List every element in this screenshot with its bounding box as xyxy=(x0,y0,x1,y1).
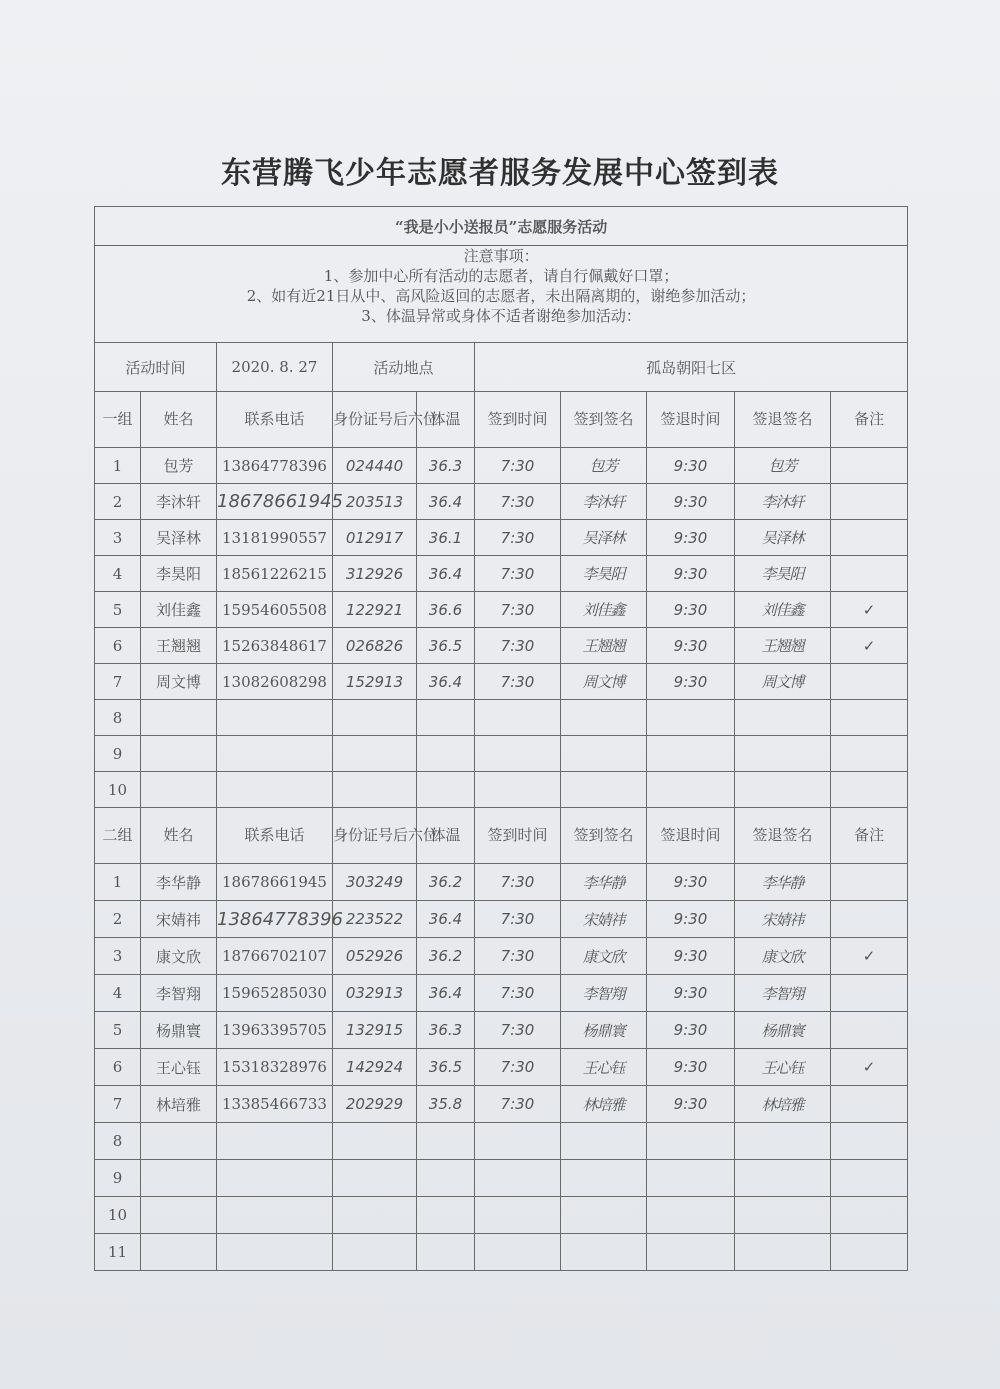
name-cell xyxy=(141,772,217,808)
remark-cell xyxy=(831,1197,908,1234)
sign-in-signature: 宋婧祎 xyxy=(561,901,647,938)
sign-out-time-cell xyxy=(647,772,735,808)
column-header-id: 身份证号后六位 xyxy=(333,808,417,864)
temperature-cell: 36.4 xyxy=(417,556,475,592)
column-header-out-time: 签退时间 xyxy=(647,392,735,448)
remark-cell: ✓ xyxy=(831,1049,908,1086)
sign-out-time-cell: 9:30 xyxy=(647,975,735,1012)
activity-subtitle: “我是小小送报员”志愿服务活动 xyxy=(95,207,908,246)
sign-in-signature: 包芳 xyxy=(561,448,647,484)
sign-out-signature: 李智翔 xyxy=(735,975,831,1012)
row-number: 1 xyxy=(95,864,141,901)
sign-out-time-cell: 9:30 xyxy=(647,556,735,592)
table-row xyxy=(95,1234,908,1271)
sign-out-time-cell xyxy=(647,1160,735,1197)
row-number: 8 xyxy=(95,1123,141,1160)
remark-cell: ✓ xyxy=(831,592,908,628)
phone-cell xyxy=(217,1160,333,1197)
activity-time-value: 2020. 8. 27 xyxy=(217,343,333,392)
id-last-six-cell: 024440 xyxy=(333,448,417,484)
id-last-six-cell: 312926 xyxy=(333,556,417,592)
sign-out-signature: 包芳 xyxy=(735,448,831,484)
sign-in-signature xyxy=(561,700,647,736)
row-number: 2 xyxy=(95,484,141,520)
sign-out-signature: 吴泽林 xyxy=(735,520,831,556)
remark-cell xyxy=(831,975,908,1012)
id-last-six-cell: 223522 xyxy=(333,901,417,938)
column-header-in-sign: 签到签名 xyxy=(561,808,647,864)
table-row xyxy=(95,664,908,700)
sign-in-time-cell: 7:30 xyxy=(475,901,561,938)
sign-out-signature xyxy=(735,772,831,808)
id-last-six-cell: 052926 xyxy=(333,938,417,975)
remark-cell xyxy=(831,1086,908,1123)
activity-place-value: 孤岛朝阳七区 xyxy=(475,343,908,392)
remark-cell xyxy=(831,448,908,484)
activity-time-label: 活动时间 xyxy=(95,343,217,392)
column-header-out-sign: 签退签名 xyxy=(735,392,831,448)
sign-in-signature xyxy=(561,1160,647,1197)
temperature-cell: 36.6 xyxy=(417,592,475,628)
sign-in-time-cell xyxy=(475,1123,561,1160)
table-row xyxy=(95,864,908,901)
sign-in-signature: 林培雅 xyxy=(561,1086,647,1123)
sign-in-signature: 李沐轩 xyxy=(561,484,647,520)
name-cell: 吴泽林 xyxy=(141,520,217,556)
sign-out-time-cell: 9:30 xyxy=(647,1086,735,1123)
sign-out-signature xyxy=(735,736,831,772)
column-header-phone: 联系电话 xyxy=(217,808,333,864)
table-row xyxy=(95,975,908,1012)
sign-in-signature: 李智翔 xyxy=(561,975,647,1012)
row-number: 4 xyxy=(95,556,141,592)
phone-cell: 13864778396 xyxy=(217,448,333,484)
remark-cell: ✓ xyxy=(831,628,908,664)
id-last-six-cell xyxy=(333,736,417,772)
sign-in-signature: 康文欣 xyxy=(561,938,647,975)
id-last-six-cell xyxy=(333,1123,417,1160)
remark-cell xyxy=(831,1012,908,1049)
phone-cell xyxy=(217,736,333,772)
sign-out-signature: 周文博 xyxy=(735,664,831,700)
phone-cell: 18678661945 xyxy=(217,484,333,520)
sign-out-time-cell xyxy=(647,1197,735,1234)
remark-cell xyxy=(831,901,908,938)
name-cell xyxy=(141,1234,217,1271)
sign-in-signature: 王翘翘 xyxy=(561,628,647,664)
table-row xyxy=(95,700,908,736)
sign-out-signature: 康文欣 xyxy=(735,938,831,975)
remark-cell xyxy=(831,736,908,772)
sign-out-signature xyxy=(735,700,831,736)
row-number: 10 xyxy=(95,772,141,808)
name-cell: 包芳 xyxy=(141,448,217,484)
phone-cell: 13181990557 xyxy=(217,520,333,556)
temperature-cell: 35.8 xyxy=(417,1086,475,1123)
notice-heading: 注意事项： xyxy=(463,247,539,265)
id-last-six-cell xyxy=(333,700,417,736)
name-cell: 刘佳鑫 xyxy=(141,592,217,628)
column-header-out-sign: 签退签名 xyxy=(735,808,831,864)
name-cell: 宋婧祎 xyxy=(141,901,217,938)
id-last-six-cell xyxy=(333,1160,417,1197)
sign-in-time-cell: 7:30 xyxy=(475,664,561,700)
row-number: 8 xyxy=(95,700,141,736)
sign-out-signature: 李华静 xyxy=(735,864,831,901)
row-number: 5 xyxy=(95,1012,141,1049)
sign-in-time-cell: 7:30 xyxy=(475,448,561,484)
remark-cell xyxy=(831,700,908,736)
row-number: 1 xyxy=(95,448,141,484)
sign-in-time-cell xyxy=(475,700,561,736)
column-header-in-sign: 签到签名 xyxy=(561,392,647,448)
activity-place-label: 活动地点 xyxy=(333,343,475,392)
row-number: 2 xyxy=(95,901,141,938)
sign-in-signature xyxy=(561,1234,647,1271)
sign-out-time-cell: 9:30 xyxy=(647,628,735,664)
sign-in-time-cell: 7:30 xyxy=(475,1086,561,1123)
table-row xyxy=(95,556,908,592)
temperature-cell: 36.2 xyxy=(417,864,475,901)
sign-in-signature: 吴泽林 xyxy=(561,520,647,556)
phone-cell: 15263848617 xyxy=(217,628,333,664)
sign-out-signature: 杨鼎寰 xyxy=(735,1012,831,1049)
sign-out-time-cell: 9:30 xyxy=(647,664,735,700)
row-number: 10 xyxy=(95,1197,141,1234)
id-last-six-cell: 203513 xyxy=(333,484,417,520)
id-last-six-cell xyxy=(333,1234,417,1271)
sign-in-time-cell: 7:30 xyxy=(475,1012,561,1049)
sign-out-signature: 王心钰 xyxy=(735,1049,831,1086)
temperature-cell xyxy=(417,1123,475,1160)
phone-cell: 13082608298 xyxy=(217,664,333,700)
phone-cell: 13864778396 xyxy=(217,901,333,938)
name-cell: 李沐轩 xyxy=(141,484,217,520)
sign-in-time-cell xyxy=(475,772,561,808)
name-cell xyxy=(141,1197,217,1234)
sign-in-table xyxy=(94,206,908,1271)
table-row xyxy=(95,1086,908,1123)
temperature-cell: 36.1 xyxy=(417,520,475,556)
column-header-out-time: 签退时间 xyxy=(647,808,735,864)
sign-out-signature: 宋婧祎 xyxy=(735,901,831,938)
sign-in-time-cell: 7:30 xyxy=(475,975,561,1012)
sign-out-time-cell: 9:30 xyxy=(647,520,735,556)
phone-cell: 15954605508 xyxy=(217,592,333,628)
phone-cell xyxy=(217,772,333,808)
id-last-six-cell: 026826 xyxy=(333,628,417,664)
phone-cell: 15965285030 xyxy=(217,975,333,1012)
name-cell xyxy=(141,1160,217,1197)
temperature-cell xyxy=(417,772,475,808)
table-row xyxy=(95,592,908,628)
column-header-name: 姓名 xyxy=(141,808,217,864)
sign-in-time-cell: 7:30 xyxy=(475,864,561,901)
temperature-cell: 36.5 xyxy=(417,628,475,664)
notice-item: 3、体温异常或身体不适者谢绝参加活动： xyxy=(361,307,641,325)
row-number: 3 xyxy=(95,520,141,556)
name-cell: 李智翔 xyxy=(141,975,217,1012)
notice-item: 1、参加中心所有活动的志愿者，请自行佩戴好口罩； xyxy=(323,267,679,285)
id-last-six-cell: 202929 xyxy=(333,1086,417,1123)
sign-in-signature: 周文博 xyxy=(561,664,647,700)
temperature-cell xyxy=(417,1160,475,1197)
remark-cell xyxy=(831,772,908,808)
sign-in-time-cell xyxy=(475,1160,561,1197)
table-row xyxy=(95,448,908,484)
table-row xyxy=(95,736,908,772)
sign-out-time-cell: 9:30 xyxy=(647,901,735,938)
temperature-cell: 36.3 xyxy=(417,448,475,484)
temperature-cell: 36.4 xyxy=(417,664,475,700)
sign-out-signature: 李昊阳 xyxy=(735,556,831,592)
remark-cell xyxy=(831,556,908,592)
name-cell: 康文欣 xyxy=(141,938,217,975)
sign-out-time-cell xyxy=(647,736,735,772)
row-number: 4 xyxy=(95,975,141,1012)
column-header-id: 身份证号后六位 xyxy=(333,392,417,448)
sign-out-signature: 刘佳鑫 xyxy=(735,592,831,628)
id-last-six-cell: 132915 xyxy=(333,1012,417,1049)
sign-out-time-cell: 9:30 xyxy=(647,1012,735,1049)
table-row xyxy=(95,1049,908,1086)
sign-in-signature xyxy=(561,736,647,772)
sign-out-time-cell: 9:30 xyxy=(647,1049,735,1086)
phone-cell: 13385466733 xyxy=(217,1086,333,1123)
sign-out-time-cell: 9:30 xyxy=(647,592,735,628)
row-number: 9 xyxy=(95,1160,141,1197)
name-cell: 王翘翘 xyxy=(141,628,217,664)
temperature-cell xyxy=(417,736,475,772)
sign-out-signature xyxy=(735,1123,831,1160)
temperature-cell: 36.4 xyxy=(417,901,475,938)
id-last-six-cell: 152913 xyxy=(333,664,417,700)
sign-in-signature: 刘佳鑫 xyxy=(561,592,647,628)
phone-cell xyxy=(217,1123,333,1160)
remark-cell xyxy=(831,1160,908,1197)
temperature-cell: 36.3 xyxy=(417,1012,475,1049)
remark-cell xyxy=(831,520,908,556)
sign-out-time-cell: 9:30 xyxy=(647,938,735,975)
sign-in-signature xyxy=(561,1123,647,1160)
table-row xyxy=(95,772,908,808)
sign-in-time-cell: 7:30 xyxy=(475,520,561,556)
sign-in-time-cell xyxy=(475,1197,561,1234)
sign-out-time-cell xyxy=(647,700,735,736)
table-row xyxy=(95,1197,908,1234)
temperature-cell: 36.4 xyxy=(417,975,475,1012)
phone-cell: 13963395705 xyxy=(217,1012,333,1049)
id-last-six-cell: 012917 xyxy=(333,520,417,556)
sign-out-signature xyxy=(735,1197,831,1234)
table-row xyxy=(95,1012,908,1049)
id-last-six-cell xyxy=(333,1197,417,1234)
sign-out-signature: 林培雅 xyxy=(735,1086,831,1123)
table-row xyxy=(95,484,908,520)
sign-in-signature xyxy=(561,772,647,808)
name-cell: 李昊阳 xyxy=(141,556,217,592)
notice-section xyxy=(95,246,908,343)
column-header-remark: 备注 xyxy=(831,808,908,864)
sign-in-time-cell: 7:30 xyxy=(475,484,561,520)
sign-in-time-cell: 7:30 xyxy=(475,628,561,664)
sign-in-signature xyxy=(561,1197,647,1234)
sign-out-time-cell xyxy=(647,1123,735,1160)
id-last-six-cell: 303249 xyxy=(333,864,417,901)
table-row xyxy=(95,1160,908,1197)
sign-in-signature: 李华静 xyxy=(561,864,647,901)
column-header-remark: 备注 xyxy=(831,392,908,448)
sign-in-time-cell: 7:30 xyxy=(475,592,561,628)
name-cell xyxy=(141,1123,217,1160)
row-number: 6 xyxy=(95,628,141,664)
name-cell: 林培雅 xyxy=(141,1086,217,1123)
sign-in-signature: 杨鼎寰 xyxy=(561,1012,647,1049)
sign-out-signature xyxy=(735,1160,831,1197)
column-header-name: 姓名 xyxy=(141,392,217,448)
name-cell: 杨鼎寰 xyxy=(141,1012,217,1049)
temperature-cell: 36.2 xyxy=(417,938,475,975)
sign-out-signature xyxy=(735,1234,831,1271)
phone-cell xyxy=(217,1234,333,1271)
remark-cell xyxy=(831,1123,908,1160)
name-cell: 周文博 xyxy=(141,664,217,700)
column-header-in-time: 签到时间 xyxy=(475,808,561,864)
remark-cell xyxy=(831,664,908,700)
table-row xyxy=(95,1123,908,1160)
phone-cell: 18561226215 xyxy=(217,556,333,592)
phone-cell: 18766702107 xyxy=(217,938,333,975)
sign-out-time-cell: 9:30 xyxy=(647,864,735,901)
sign-in-time-cell xyxy=(475,1234,561,1271)
temperature-cell xyxy=(417,1197,475,1234)
row-number: 3 xyxy=(95,938,141,975)
sign-out-signature: 李沐轩 xyxy=(735,484,831,520)
table-row xyxy=(95,938,908,975)
phone-cell: 18678661945 xyxy=(217,864,333,901)
sign-out-time-cell: 9:30 xyxy=(647,484,735,520)
row-number: 9 xyxy=(95,736,141,772)
remark-cell xyxy=(831,484,908,520)
sign-out-time-cell: 9:30 xyxy=(647,448,735,484)
id-last-six-cell: 122921 xyxy=(333,592,417,628)
column-header-temp: 体温 xyxy=(417,808,475,864)
group-label: 二组 xyxy=(95,808,141,864)
name-cell xyxy=(141,736,217,772)
sign-in-time-cell: 7:30 xyxy=(475,556,561,592)
sign-in-time-cell xyxy=(475,736,561,772)
remark-cell xyxy=(831,1234,908,1271)
id-last-six-cell: 142924 xyxy=(333,1049,417,1086)
row-number: 7 xyxy=(95,1086,141,1123)
temperature-cell xyxy=(417,1234,475,1271)
id-last-six-cell xyxy=(333,772,417,808)
remark-cell xyxy=(831,864,908,901)
name-cell: 王心钰 xyxy=(141,1049,217,1086)
row-number: 5 xyxy=(95,592,141,628)
column-header-temp: 体温 xyxy=(417,392,475,448)
sign-in-signature: 李昊阳 xyxy=(561,556,647,592)
id-last-six-cell: 032913 xyxy=(333,975,417,1012)
column-header-in-time: 签到时间 xyxy=(475,392,561,448)
temperature-cell: 36.5 xyxy=(417,1049,475,1086)
sign-out-time-cell xyxy=(647,1234,735,1271)
phone-cell xyxy=(217,1197,333,1234)
name-cell: 李华静 xyxy=(141,864,217,901)
row-number: 11 xyxy=(95,1234,141,1271)
sign-in-signature: 王心钰 xyxy=(561,1049,647,1086)
table-row xyxy=(95,628,908,664)
temperature-cell xyxy=(417,700,475,736)
group-label: 一组 xyxy=(95,392,141,448)
sign-in-time-cell: 7:30 xyxy=(475,1049,561,1086)
row-number: 7 xyxy=(95,664,141,700)
table-row xyxy=(95,520,908,556)
document-title: 东营腾飞少年志愿者服务发展中心签到表 xyxy=(221,156,779,191)
sign-out-signature: 王翘翘 xyxy=(735,628,831,664)
table-row xyxy=(95,901,908,938)
name-cell xyxy=(141,700,217,736)
phone-cell xyxy=(217,700,333,736)
remark-cell: ✓ xyxy=(831,938,908,975)
temperature-cell: 36.4 xyxy=(417,484,475,520)
sign-in-time-cell: 7:30 xyxy=(475,938,561,975)
column-header-phone: 联系电话 xyxy=(217,392,333,448)
phone-cell: 15318328976 xyxy=(217,1049,333,1086)
notice-item: 2、如有近21日从中、高风险返回的志愿者，未出隔离期的，谢绝参加活动； xyxy=(246,287,756,305)
row-number: 6 xyxy=(95,1049,141,1086)
